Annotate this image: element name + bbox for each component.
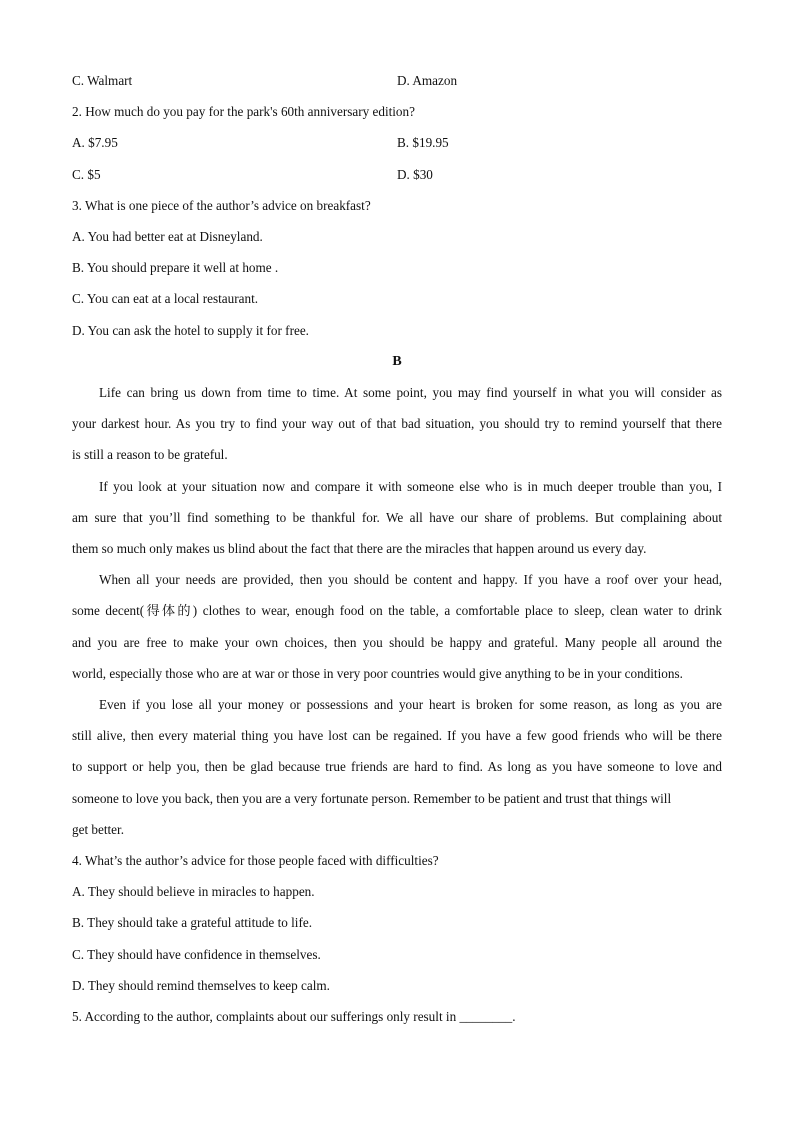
- passage-paragraph-1: [72, 377, 722, 471]
- q2-options-row-1: [72, 127, 722, 158]
- passage-paragraph-2: [72, 471, 722, 565]
- passage-line: is still a reason to be grateful.: [72, 447, 228, 463]
- q2-options-row-2: [72, 159, 722, 190]
- q3-question: 3. What is one piece of the author’s advice on breakfast?: [72, 197, 371, 213]
- q1-option-c: C. Walmart: [72, 73, 133, 88]
- q5-question: 5. According to the author, complaints about our sufferings only result in ________.: [72, 1009, 516, 1025]
- passage-line: your darkest hour. As you try to find your way out of that bad situation, you should try to remind yourself that there: [72, 416, 722, 432]
- q2-option-c: C. $5: [72, 166, 101, 182]
- q3-option-b: B. You should prepare it well at home .: [72, 260, 279, 276]
- passage-paragraph-4: [72, 689, 722, 845]
- passage-line: world, especially those who are at war or those in very poor countries would give anything to be in your conditions.: [72, 665, 683, 681]
- q4-option-b: B. They should take a grateful attitude to life.: [72, 915, 312, 931]
- q4-option-d: D. They should remind themselves to keep calm.: [72, 977, 330, 993]
- passage-paragraph-3: [72, 564, 722, 689]
- section-b-heading: B: [392, 353, 402, 369]
- passage-line: When all your needs are provided, then you should be content and happy. If you have a roof over your head,: [99, 572, 722, 588]
- q3-option-d: D. You can ask the hotel to supply it for free.: [72, 322, 309, 338]
- q4-question: 4. What’s the author’s advice for those people faced with difficulties?: [72, 853, 439, 869]
- q2-option-d: D. $30: [397, 166, 433, 182]
- q3-option-a: A. You had better eat at Disneyland.: [72, 229, 263, 245]
- passage-line: If you look at your situation now and compare it with someone else who is in much deeper trouble than you, I: [99, 478, 722, 494]
- q4-option-c: C. They should have confidence in themselves.: [72, 946, 321, 962]
- passage-line: some decent(得体的) clothes to wear, enough food on the table, a comfortable place to sleep, clean water to drink: [72, 603, 722, 619]
- q2-question: 2. How much do you pay for the park's 60th anniversary edition?: [72, 104, 415, 120]
- passage-line: Even if you lose all your money or possessions and your heart is broken for some reason, as long as you are: [99, 697, 722, 713]
- passage-line: am sure that you’ll find something to be thankful for. We all have our share of problems. But complaining about: [72, 509, 722, 525]
- passage-line: and you are free to make your own choices, then you should be happy and grateful. Many people all around the: [72, 634, 722, 650]
- passage-line: still alive, then every material thing you have lost can be regained. If you have a few good friends who will be there: [72, 728, 722, 744]
- q2-option-b: B. $19.95: [397, 135, 449, 151]
- q3-option-c: C. You can eat at a local restaurant.: [72, 291, 259, 307]
- passage-line: get better.: [72, 821, 124, 837]
- q2-option-a: A. $7.95: [72, 135, 118, 151]
- passage-line: to support or help you, then be glad because true friends are hard to find. As long as you have someone to love and: [72, 759, 722, 775]
- q4-option-a: A. They should believe in miracles to happen.: [72, 884, 315, 900]
- passage-line: them so much only makes us blind about the fact that there are the miracles that happen around us every day.: [72, 541, 647, 557]
- q1-options-row: [72, 65, 722, 96]
- passage-line: someone to love you back, then you are a very fortunate person. Remember to be patient and trust that things will: [72, 790, 672, 806]
- passage-line: Life can bring us down from time to time. At some point, you may find yourself in what you will consider as: [99, 385, 722, 401]
- q1-option-d: D. Amazon: [397, 73, 458, 88]
